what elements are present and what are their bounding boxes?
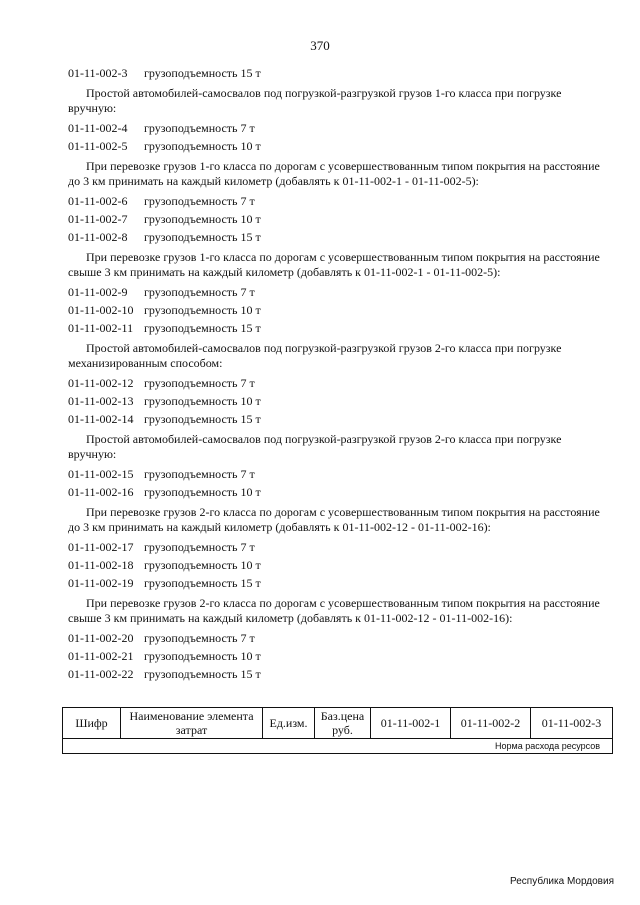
- code-entry: [68, 285, 616, 300]
- entry-code: 01-11-002-16: [68, 485, 134, 499]
- code-entry: [68, 303, 616, 318]
- entry-code: 01-11-002-18: [68, 558, 134, 572]
- entry-description: грузоподъемность 7 т: [144, 540, 255, 554]
- entry-description: грузоподъемность 10 т: [144, 139, 261, 153]
- code-entry: [68, 649, 616, 664]
- code-entry: [68, 394, 616, 409]
- entry-description: грузоподъемность 7 т: [144, 631, 255, 645]
- entry-code: 01-11-002-3: [68, 66, 128, 80]
- table-header-cell: 01-11-002-3: [531, 708, 613, 739]
- entry-code: 01-11-002-6: [68, 194, 128, 208]
- entry-description: грузоподъемность 7 т: [144, 467, 255, 481]
- entry-code: 01-11-002-8: [68, 230, 128, 244]
- table-header-cell: 01-11-002-2: [451, 708, 531, 739]
- entry-description: грузоподъемность 15 т: [144, 66, 261, 80]
- entry-description: грузоподъемность 15 т: [144, 321, 261, 335]
- table-header-cell: Ед.изм.: [263, 708, 315, 739]
- entry-code: 01-11-002-15: [68, 467, 134, 481]
- code-entry: [68, 667, 616, 682]
- code-entry: [68, 576, 616, 591]
- entry-description: грузоподъемность 7 т: [144, 285, 255, 299]
- code-entry: [68, 540, 616, 555]
- entry-code: 01-11-002-10: [68, 303, 134, 317]
- entry-description: грузоподъемность 15 т: [144, 667, 261, 681]
- table-header-cell: 01-11-002-1: [371, 708, 451, 739]
- entry-description: грузоподъемность 7 т: [144, 194, 255, 208]
- section-note: При перевозке грузов 2-го класса по дорогам с усовершествованным типом покрытия на расстояние до 3 км принимать на каждый километр (добавлять к 01-11-002-12 - 01-11-002-16):: [68, 505, 600, 534]
- section-note: Простой автомобилей-самосвалов под погрузкой-разгрузкой грузов 2-го класса при погрузке механизированным способом:: [68, 341, 562, 370]
- entry-description: грузоподъемность 15 т: [144, 576, 261, 590]
- entry-code: 01-11-002-12: [68, 376, 134, 390]
- code-entry: [68, 412, 616, 427]
- entry-code: 01-11-002-14: [68, 412, 134, 426]
- table-header-row: [63, 708, 613, 739]
- section-note: При перевозке грузов 1-го класса по дорогам с усовершествованным типом покрытия на расстояние до 3 км принимать на каждый километр (добавлять к 01-11-002-1 - 01-11-002-5):: [68, 159, 600, 188]
- entry-code: 01-11-002-9: [68, 285, 128, 299]
- page-number: 370: [310, 38, 330, 53]
- entry-code: 01-11-002-4: [68, 121, 128, 135]
- code-entry: [68, 485, 616, 500]
- entry-code: 01-11-002-17: [68, 540, 134, 554]
- code-entry: [68, 194, 616, 209]
- table-header-cell: Баз.цена руб.: [315, 708, 371, 739]
- code-entry: [68, 139, 616, 154]
- entry-code: 01-11-002-13: [68, 394, 134, 408]
- entry-code: 01-11-002-19: [68, 576, 134, 590]
- table-subheader-row: [63, 739, 613, 754]
- entry-description: грузоподъемность 7 т: [144, 376, 255, 390]
- entry-description: грузоподъемность 10 т: [144, 558, 261, 572]
- entry-description: грузоподъемность 10 т: [144, 303, 261, 317]
- entry-code: 01-11-002-20: [68, 631, 134, 645]
- section-note: При перевозке грузов 2-го класса по дорогам с усовершествованным типом покрытия на расстояние свыше 3 км принимать на каждый километр (добавлять к 01-11-002-12 - 01-11-002-16):: [68, 596, 600, 625]
- code-entry: [68, 321, 616, 336]
- table-header-cell: Наименование элемента затрат: [121, 708, 263, 739]
- entry-description: грузоподъемность 10 т: [144, 394, 261, 408]
- entry-code: 01-11-002-21: [68, 649, 134, 663]
- entry-description: грузоподъемность 10 т: [144, 485, 261, 499]
- entry-code: 01-11-002-22: [68, 667, 134, 681]
- entry-code: 01-11-002-5: [68, 139, 128, 153]
- code-entry: [68, 230, 616, 245]
- code-entry: [68, 558, 616, 573]
- section-note: Простой автомобилей-самосвалов под погрузкой-разгрузкой грузов 2-го класса при погрузке вручную:: [68, 432, 562, 461]
- resource-table: [62, 707, 613, 754]
- table-header-cell: Шифр: [63, 708, 121, 739]
- section-note: Простой автомобилей-самосвалов под погрузкой-разгрузкой грузов 1-го класса при погрузке вручную:: [68, 86, 562, 115]
- entry-description: грузоподъемность 7 т: [144, 121, 255, 135]
- entry-code: 01-11-002-11: [68, 321, 134, 335]
- code-entry: [68, 631, 616, 646]
- entry-description: грузоподъемность 10 т: [144, 212, 261, 226]
- entry-description: грузоподъемность 10 т: [144, 649, 261, 663]
- entry-description: грузоподъемность 15 т: [144, 412, 261, 426]
- table-subheader: Норма расхода ресурсов: [63, 739, 613, 754]
- section-note: При перевозке грузов 1-го класса по дорогам с усовершествованным типом покрытия на расстояние свыше 3 км принимать на каждый километр (добавлять к 01-11-002-1 - 01-11-002-5):: [68, 250, 600, 279]
- entry-code: 01-11-002-7: [68, 212, 128, 226]
- code-entry: [68, 121, 616, 136]
- document-body: [68, 66, 616, 685]
- code-entry: [68, 467, 616, 482]
- footer-region-name: Республика Мордовия: [510, 876, 614, 887]
- code-entry: [68, 376, 616, 391]
- code-entry: [68, 212, 616, 227]
- entry-description: грузоподъемность 15 т: [144, 230, 261, 244]
- code-entry: [68, 66, 616, 81]
